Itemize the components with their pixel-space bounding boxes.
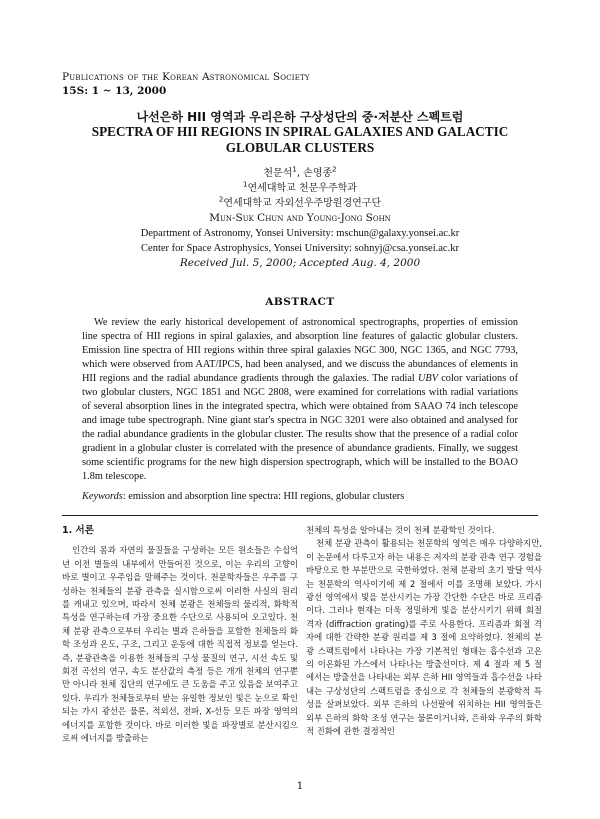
korean-affiliation-2 xyxy=(0,196,600,211)
korean-author-names xyxy=(0,166,600,181)
left-column xyxy=(62,524,298,746)
page-number: 1 xyxy=(296,780,304,792)
english-title xyxy=(90,124,510,156)
received-accepted-dates: Received Jul. 5, 2000; Accepted Aug. 4, 2000 xyxy=(179,257,421,269)
abstract-text-2: color variations of two globular clusters, NGC 1851 and NGC 2808, were examined for correlations with radial variations of several absorption lines in the integrated spectra, which were obtained from SAAO 74 inch telescope and image tube spectrograph. Nine giant star's spectra in NGC 3201 were also obtained and analysed for the radial abundance gradients in the globular cluster. The results show that the presence of a radial color gradient in a globular cluster is correlated with the presence of abundance gradients. Finally, we suggest some scientific programs for the new high dispersion spectrograph, which will be installed to the BOAO 1.8m telescope. xyxy=(82,373,518,482)
korean-affiliation-1 xyxy=(0,181,600,196)
author-2-ko: 손영종 xyxy=(303,168,333,179)
abstract-text-1: We review the early historical developement of astronomical spectrographs, properties of emission line spectra of HII regions in spiral galaxies, and absorption line features of galactic globular clusters. Emission line spectra of HII regions within three spiral galaxies NGC 300, NGC 1365, and NGC 7793, which were observed from AAT/IPCS, had been analysed, and we discuss the abundances of elements in HII regions and the radial abundance gradients through the galaxies. The radial xyxy=(82,317,518,384)
intro-paragraph-1-continued: 천체의 특성을 알아내는 것이 천체 분광학인 것이다. xyxy=(306,525,495,535)
abstract-heading: ABSTRACT xyxy=(265,296,335,308)
section-1-heading: 1. 서론 xyxy=(62,525,94,536)
keywords-label: Keywords xyxy=(82,491,123,502)
english-affiliation-1: Department of Astronomy, Yonsei University: mschun@galaxy.yonsei.ac.kr xyxy=(140,228,460,239)
affil-2-marker: 2 xyxy=(218,195,224,204)
english-author-names: Mun-Suk Chun and Young-Jong Sohn xyxy=(209,212,391,224)
abstract-body xyxy=(82,316,518,484)
english-title-line-2: GLOBULAR CLUSTERS xyxy=(225,140,375,155)
right-column xyxy=(306,524,542,739)
affil-2-text: 연세대학교 자외선우주망원경연구단 xyxy=(223,198,382,209)
korean-title: 나선은하 HII 영역과 우리은하 구상성단의 중·저분산 스펙트럼 xyxy=(136,110,464,124)
author-block xyxy=(0,166,600,271)
author-1-affil-marker: 1 xyxy=(292,165,297,174)
author-separator: , xyxy=(296,168,304,179)
section-divider xyxy=(62,515,538,516)
intro-paragraph-2: 천체 분광 관측이 활용되는 천문학의 영역은 매우 다양하지만, 이 논문에서 다루고자 하는 내용은 저자의 분광 관측 연구 경험을 바탕으로 한 부분만으로 국한하였다. 천체 분광의 초기 발달 역사는 천문학의 역사이기에 제 2 절에서 이를 조명해 보았다. 가시 광선 영역에서 빛을 분산시키는 가장 간단한 수단은 바로 프리즘이다. 그러나 현재는 더욱 정밀하게 빛을 분산시키기 위해 회절 격자 (diffraction grating)를 주로 사용한다. 프리즘과 회절 격자에 대한 간략한 분광 원리를 제 3 절에 요약하였다. 천체의 분광 스펙트럼에서 나타나는 가장 기본적인 형태는 흡수선과 고온의 이온화된 가스에서 나타나는 방출선이다. 제 4 절과 제 5 절 에서는 방출선을 나타내는 외부 은하 HII 영역들과 흡수선을 나타내는 구상성단의 스펙트럼을 중심으로 각 천체들의 분광학적 특성을 살펴보았다. 외부 은하의 나선팔에 위치하는 HII 영역들은 외부 은하의 화학 조성 연구는 물론이거니와, 은하와 우주의 화학적 진화에 관한 결정적인 xyxy=(306,538,542,737)
author-2-affil-marker: 2 xyxy=(332,165,337,174)
author-1-ko: 천문석 xyxy=(263,168,293,179)
affil-1-marker: 1 xyxy=(243,180,248,189)
keywords xyxy=(82,490,518,504)
intro-paragraph-1: 인간의 몸과 자연의 물질들을 구성하는 모든 원소들은 수십억년 이전 별들의 내부에서 만들어진 것으로, 이는 우리의 고향이 바로 별이고 우주임을 말해주는 것이다. 천문학자들은 우주를 구성하는 천체들의 분광 관측을 실시함으로써 이러한 사실의 원리를 캐내고 있으며, 따라서 천체 분광은 천체들의 물리적, 화학적 특성을 연구하는데 가장 중요한 수단으로 사용되어 오고있다. 천체 분광 관측으로부터 우리는 별과 은하들을 포함한 천체들의 화학 조성과 온도, 구조, 그리고 운동에 대한 직접적 정보를 얻는다. 즉, 분광관측을 이용한 천체들의 구성 물질의 연구, 시선 속도 및 회전 곡선의 연구, 속도 분산값의 측정 등은 개개 천체의 연구뿐만 아니라 천체 집단의 연구에도 큰 도움을 주고 있음을 보여주고 있다. 우리가 천체들로부터 받는 유일한 정보인 빛은 눈으로 확인되는 가시 광선은 물론, 적외선, 전파, X-선등 모든 파장 영역의 에너지를 포함한 것이다. 바로 이러한 빛을 파장별로 분산시킴으로써 에너지를 방출하는 xyxy=(62,545,298,744)
english-affiliation-2: Center for Space Astrophysics, Yonsei University: sohnyj@csa.yonsei.ac.kr xyxy=(141,243,459,254)
abstract-ubv: UBV xyxy=(418,373,439,384)
journal-header xyxy=(62,70,310,98)
affil-1-text: 연세대학교 천문우주학과 xyxy=(247,183,357,194)
journal-issue: 15S: 1 ~ 13, 2000 xyxy=(62,85,167,97)
keywords-text: : emission and absorption line spectra: HII regions, globular clusters xyxy=(122,491,405,502)
journal-name: Publications of the Korean Astronomical Society xyxy=(62,71,310,83)
english-title-line-1: SPECTRA OF HII REGIONS IN SPIRAL GALAXIES AND GALACTIC xyxy=(91,124,509,139)
